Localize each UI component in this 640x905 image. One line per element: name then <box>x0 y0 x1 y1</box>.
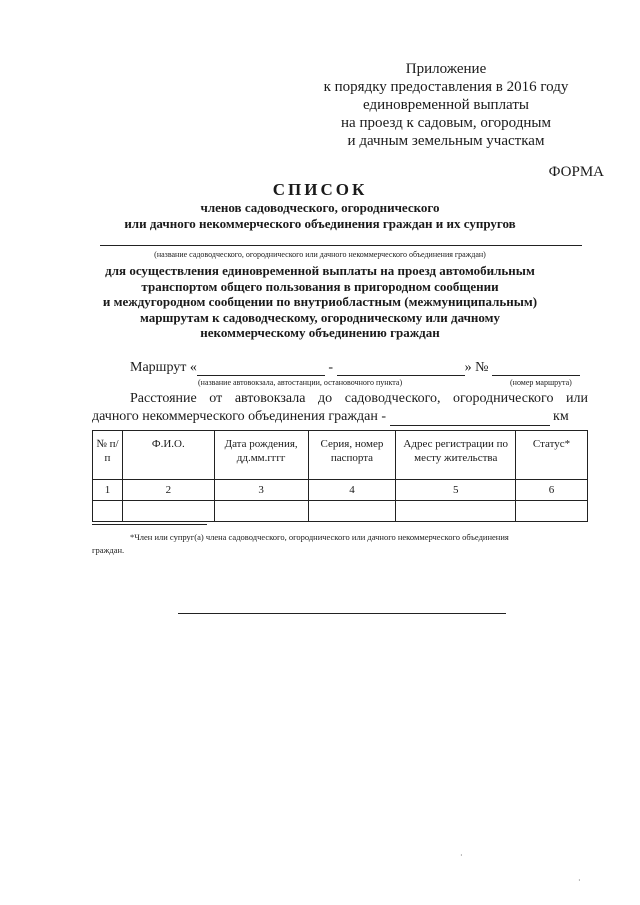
distance-unit: км <box>553 409 569 424</box>
footnote-line-2: граждан. <box>92 545 125 555</box>
header-name: Ф.И.О. <box>122 431 214 480</box>
column-number: 1 <box>93 480 123 501</box>
purpose-line: транспортом общего пользования в пригородном сообщении <box>141 278 499 294</box>
document-title: СПИСОК <box>272 180 368 199</box>
distance-text <box>92 390 588 426</box>
appendix-line: единовременной выплаты <box>363 97 529 113</box>
footnote-separator <box>92 524 207 525</box>
appendix-line: и дачным земельным участкам <box>347 133 545 149</box>
route-start-field[interactable] <box>197 361 325 376</box>
table-column-numbers-row <box>93 480 588 501</box>
purpose-line: и междугородном сообщении по внутриобластным (межмуниципальным) <box>102 294 538 309</box>
organization-name-line[interactable] <box>100 245 582 246</box>
header-birthdate: Дата рождения, дд.мм.гггг <box>214 431 308 480</box>
column-number: 5 <box>396 480 516 501</box>
route-label: Маршрут « <box>130 360 197 375</box>
members-table <box>92 430 588 522</box>
table-header-row <box>93 431 588 480</box>
organization-caption: (название садоводческого, огороднического или дачного некоммерческого объединения граждан) <box>154 250 486 259</box>
purpose-text <box>0 263 640 341</box>
subtitle-line: или дачного некоммерческого объединения граждан и их супругов <box>124 216 516 231</box>
column-number: 3 <box>214 480 308 501</box>
header-status: Статус* <box>516 431 588 480</box>
route-end-field[interactable] <box>337 361 465 376</box>
table-row <box>93 501 588 522</box>
table-cell[interactable] <box>308 501 396 522</box>
distance-field[interactable] <box>390 413 550 426</box>
route-dash: - <box>328 360 334 375</box>
subtitle-line: членов садоводческого, огороднического <box>200 200 440 215</box>
appendix-line: к порядку предоставления в 2016 году <box>323 79 569 95</box>
column-number: 2 <box>122 480 214 501</box>
header-number: № п/п <box>93 431 123 480</box>
route-points-caption: (название автовокзала, автостанции, остановочного пункта) <box>198 378 403 387</box>
footnote-line-1: *Член или супруг(а) члена садоводческого, огороднического или дачного некоммерческого объединения <box>130 532 509 542</box>
footnote <box>92 531 592 557</box>
header-passport: Серия, номер паспорта <box>308 431 396 480</box>
purpose-line: для осуществления единовременной выплаты на проезд автомобильным <box>105 263 535 278</box>
end-separator-line <box>178 613 506 614</box>
appendix-line: на проезд к садовым, огородным <box>341 115 551 131</box>
table-cell[interactable] <box>396 501 516 522</box>
route-number-field[interactable] <box>492 361 580 376</box>
table-cell[interactable] <box>516 501 588 522</box>
column-number: 4 <box>308 480 396 501</box>
route-close: » № <box>464 360 489 375</box>
appendix-block <box>296 60 596 150</box>
table-cell[interactable] <box>93 501 123 522</box>
document-subtitle <box>0 200 640 232</box>
purpose-line: некоммерческому объединению граждан <box>200 325 440 340</box>
column-number: 6 <box>516 480 588 501</box>
route-line <box>130 360 580 376</box>
distance-line-2: дачного некоммерческого объединения граждан - <box>92 409 387 424</box>
scan-mark: · <box>460 851 463 860</box>
table-cell[interactable] <box>122 501 214 522</box>
header-address: Адрес регистрации по месту жительства <box>396 431 516 480</box>
table-cell[interactable] <box>214 501 308 522</box>
distance-line-1: Расстояние от автовокзала до садоводческого, огороднического или <box>130 391 588 406</box>
route-number-caption: (номер маршрута) <box>510 378 572 387</box>
form-label: ФОРМА <box>548 164 604 180</box>
purpose-line: маршрутам к садоводческому, огородническому или дачному <box>139 309 501 325</box>
appendix-line: Приложение <box>405 61 487 77</box>
scan-mark: · <box>578 876 581 885</box>
